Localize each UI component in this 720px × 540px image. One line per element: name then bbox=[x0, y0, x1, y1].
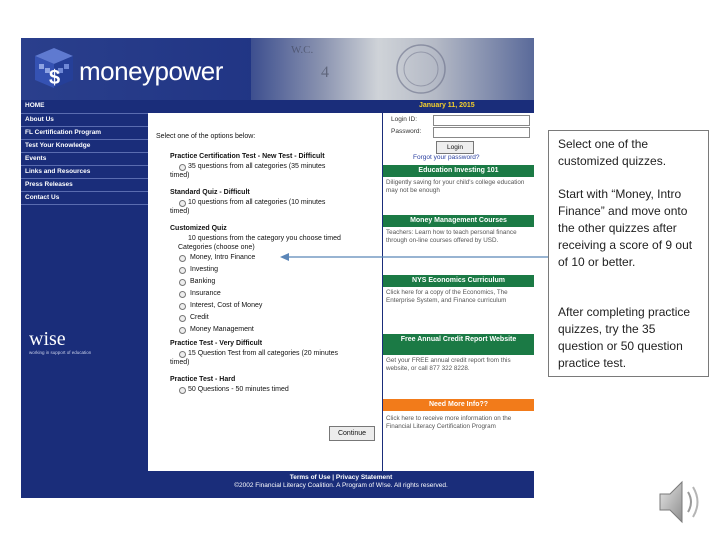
section-title: Practice Test - Very Difficult bbox=[170, 340, 263, 347]
section-title: Practice Certification Test - New Test - Difficult bbox=[170, 153, 325, 160]
section-desc: 10 questions from the category you choose timed bbox=[188, 235, 341, 242]
category-option[interactable]: Insurance bbox=[190, 290, 221, 297]
section-desc: timed) bbox=[170, 208, 190, 215]
box-title[interactable]: Education Investing 101 bbox=[383, 165, 534, 177]
box-text[interactable]: Diligently saving for your child's college education may not be enough bbox=[386, 179, 525, 194]
category-option[interactable]: Interest, Cost of Money bbox=[190, 302, 263, 309]
wise-tagline: working in support of education bbox=[29, 350, 92, 355]
nav-test-knowledge[interactable]: Test Your Knowledge bbox=[21, 140, 148, 153]
box-title[interactable]: Free Annual Credit Report Website bbox=[383, 334, 534, 355]
quiz-prompt: Select one of the options below: bbox=[156, 133, 256, 140]
bill-number: 4 bbox=[321, 64, 329, 81]
category-option[interactable]: Money Management bbox=[190, 326, 254, 333]
section-desc: 10 questions from all categories (10 minutes bbox=[188, 199, 326, 206]
svg-text:$: $ bbox=[49, 67, 61, 89]
nav-events[interactable]: Events bbox=[21, 153, 148, 166]
instruction-callout bbox=[548, 130, 709, 377]
callout-text: Select one of the customized quizzes. bbox=[558, 137, 667, 168]
nav-contact-us[interactable]: Contact Us bbox=[21, 192, 148, 205]
section-title: Standard Quiz - Difficult bbox=[170, 189, 250, 196]
callout-text: Start with “Money, Intro Finance” and move onto the other quizzes after receiving a score of 9 out of 10 or better. bbox=[558, 187, 693, 269]
section-desc: timed) bbox=[170, 172, 190, 179]
category-option[interactable]: Banking bbox=[190, 278, 216, 285]
forgot-password-link[interactable]: Forgot your password? bbox=[413, 154, 480, 161]
bill-text: W.C. bbox=[291, 44, 314, 56]
wise-logo[interactable]: wise bbox=[29, 328, 66, 350]
box-text[interactable]: Teachers: Learn how to teach personal finance through on-line courses offered by USD. bbox=[386, 229, 517, 244]
box-text[interactable]: Click here to receive more information on the Financial Literacy Certification Program bbox=[386, 415, 512, 430]
nav-about-us[interactable]: About Us bbox=[21, 114, 148, 127]
password-label: Password: bbox=[391, 128, 422, 135]
section-desc: timed) bbox=[170, 359, 190, 366]
nav-links-resources[interactable]: Links and Resources bbox=[21, 166, 148, 179]
box-title[interactable]: NYS Economics Curriculum bbox=[383, 275, 534, 287]
category-option[interactable]: Credit bbox=[190, 314, 209, 321]
speaker-icon[interactable] bbox=[654, 476, 710, 528]
nav-press-releases[interactable]: Press Releases bbox=[21, 179, 148, 192]
nav-fl-certification[interactable]: FL Certification Program bbox=[21, 127, 148, 140]
callout-text: After completing practice quizzes, try the 35 question or 50 question practice test. bbox=[558, 305, 691, 370]
footer-links[interactable]: Terms of Use | Privacy Statement bbox=[289, 474, 393, 481]
login-button[interactable]: Login bbox=[436, 141, 474, 154]
footer-copyright: ©2002 Financial Literacy Coalition. A Program of W!se. All rights reserved. bbox=[234, 482, 448, 489]
current-date: January 11, 2015 bbox=[419, 102, 475, 109]
box-text[interactable]: Click here for a copy of the Economics, The Enterprise System, and Finance curriculum bbox=[386, 289, 508, 304]
section-desc: 50 Questions - 50 minutes timed bbox=[188, 386, 289, 393]
nav-home[interactable]: HOME bbox=[21, 100, 148, 114]
section-title: Practice Test - Hard bbox=[170, 376, 236, 383]
section-desc: Categories (choose one) bbox=[178, 244, 255, 251]
logo-brand[interactable]: moneypower bbox=[79, 56, 223, 86]
box-title[interactable]: Money Management Courses bbox=[383, 215, 534, 227]
category-option[interactable]: Money, Intro Finance bbox=[190, 254, 256, 261]
category-option[interactable]: Investing bbox=[190, 266, 219, 273]
login-id-label: Login ID: bbox=[391, 116, 418, 123]
box-text[interactable]: Get your FREE annual credit report from this website, or call 877 322 8228. bbox=[386, 357, 511, 372]
box-title[interactable]: Need More Info?? bbox=[383, 399, 534, 411]
section-desc: 15 Question Test from all categories (20 minutes bbox=[188, 350, 339, 357]
continue-button[interactable]: Continue bbox=[329, 426, 375, 441]
section-desc: 35 questions from all categories (35 minutes bbox=[188, 163, 326, 170]
section-title: Customized Quiz bbox=[170, 225, 227, 232]
